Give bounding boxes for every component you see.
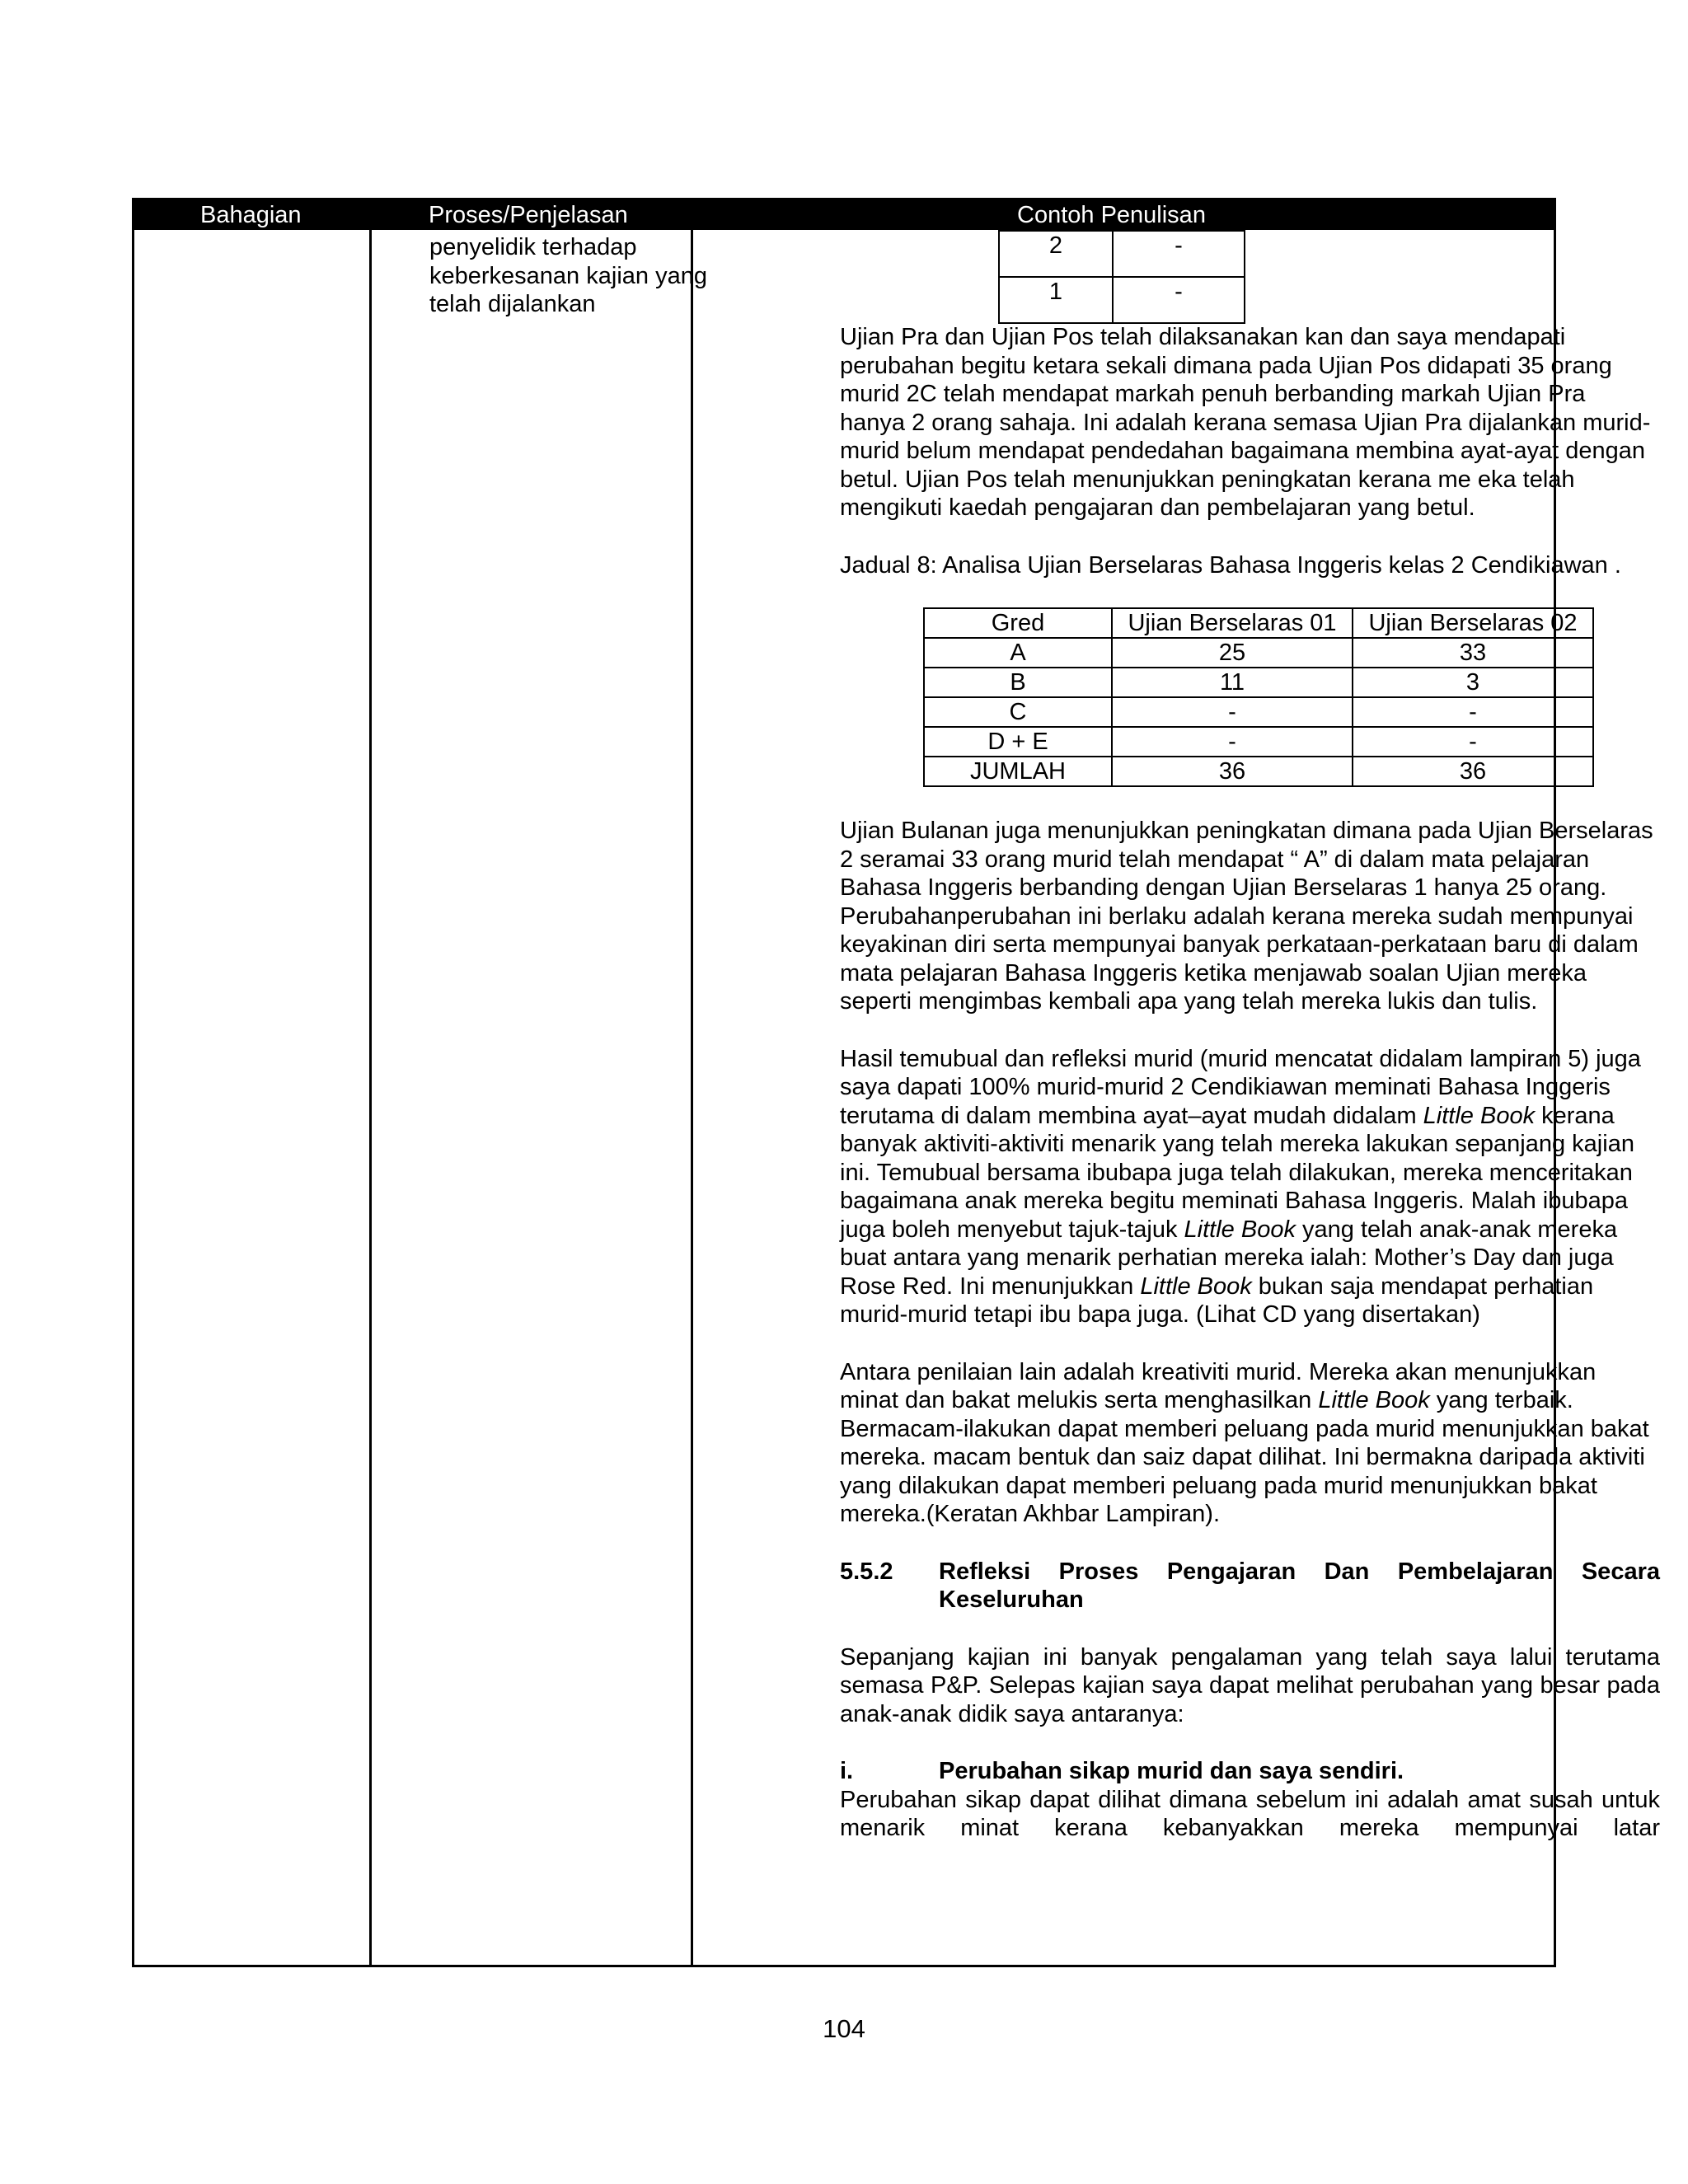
proses-text: penyelidik terhadap keberkesanan kajian yang telah dijalankan [429,234,707,317]
section-number: 5.5.2 [840,1558,893,1585]
table-cell: - [1353,697,1593,727]
paragraph: Antara penilaian lain adalah kreativiti murid. Mereka akan menunjukkan minat dan bakat melukis serta menghasilkan Little Book yang terbaik. Bermacam-ilakukan dapat memberi peluang pada murid menunjukkan bakat mereka. macam bentuk dan saiz dapat dilihat. Ini bermakna daripada aktiviti yang dilakukan dapat memberi peluang pada murid menunjukkan bakat mereka.(Keratan Akhbar Lampiran). [840,1358,1649,1527]
table-cell: D + E [924,727,1112,757]
paragraph: Ujian Bulanan juga menunjukkan peningkatan dimana pada Ujian Berselaras 2 seramai 33 orang murid telah mendapat “ A” di dalam mata pelajaran Bahasa Inggeris berbanding dengan Ujian Berselaras 1 hanya 25 orang. Perubahanperubahan ini berlaku adalah kerana mereka sudah mempunyai keyakinan diri serta mempunyai banyak perkataan-perkataan baru di dalam mata pelajaran Bahasa Inggeris ketika menjawab soalan Ujian mereka seperti mengimbas kembali apa yang telah mereka lukis dan tulis. [840,818,1653,1015]
table-cell: 33 [1353,638,1593,668]
table-cell: - [1113,277,1245,323]
header-bahagian: Bahagian [200,202,302,228]
table-cell: 11 [1112,668,1353,697]
column-divider [369,230,372,1965]
table-cell: 3 [1353,668,1593,697]
subsection-number: i. [840,1758,854,1784]
table-cell: A [924,638,1112,668]
table-header-cell: Ujian Berselaras 02 [1353,608,1593,638]
section-heading [840,1558,1670,1615]
table-row [999,277,1245,323]
paragraph: Sepanjang kajian ini banyak pengalaman yang telah saya lalui terutama semasa P&P. Selepas kajian saya dapat melihat perubahan yang besar pada anak-anak didik saya antaranya: [840,1643,1660,1727]
table-header-cell: Ujian Berselaras 01 [1112,608,1353,638]
grade-table [923,607,1594,787]
table-row [924,697,1593,727]
table-cell: 36 [1112,757,1353,786]
proses-cell [429,233,734,319]
table-row [924,668,1593,697]
table-row [924,638,1593,668]
header-contoh: Contoh Penulisan [1017,202,1206,228]
header-proses: Proses/Penjelasan [429,202,628,228]
table-row [924,727,1593,757]
table-cell: - [1113,231,1245,277]
column-divider [691,230,693,1965]
paragraph: Perubahan sikap dapat dilihat dimana sebelum ini adalah amat susah untuk menarik minat kerana kebanyakkan mereka mempunyai latar [840,1786,1660,1841]
table-cell: B [924,668,1112,697]
table-cell: 36 [1353,757,1593,786]
table-cell: JUMLAH [924,757,1112,786]
content-table [132,198,1660,1967]
table-cell: C [924,697,1112,727]
paragraph: Hasil temubual dan refleksi murid (murid mencatat didalam lampiran 5) juga saya dapati 100% murid-murid 2 Cendikiawan meminati Bahasa Inggeris terutama di dalam membina ayat–ayat mudah didalam Little Book kerana banyak aktiviti-aktiviti menarik yang telah mereka lakukan sepanjang kajian ini. Temubual bersama ibubapa juga telah dilakukan, mereka menceritakan bagaimana anak mereka begitu meminati Bahasa Inggeris. Malah ibubapa juga boleh menyebut tajuk-tajuk Little Book yang telah anak-anak mereka buat antara yang menarik perhatian mereka ialah: Mother’s Day dan juga Rose Red. Ini menunjukkan Little Book bukan saja mendapat perhatian murid-murid tetapi ibu bapa juga. (Lihat CD yang disertakan) [840,1045,1641,1328]
table-row [999,231,1245,277]
table-header-cell: Gred [924,608,1112,638]
table-cell: - [1112,697,1353,727]
table-row [924,608,1593,638]
table-cell: 25 [1112,638,1353,668]
subsection-heading [840,1757,1670,1786]
section-title: Refleksi Proses Pengajaran Dan Pembelajaran Secara Keseluruhan [939,1558,1660,1613]
page-number: 104 [823,2014,865,2043]
table-header [134,200,1554,230]
table-cell: 1 [999,277,1113,323]
paragraph: Ujian Pra dan Ujian Pos telah dilaksanakan kan dan saya mendapati perubahan begitu ketara sekali dimana pada Ujian Pos didapati 35 orang murid 2C telah mendapat markah penuh berbanding markah Ujian Pra hanya 2 orang sahaja. Ini adalah kerana semasa Ujian Pra dijalankan murid-murid belum mendapat pendedahan bagaimana membina ayat-ayat dengan betul. Ujian Pos telah menunjukkan peningkatan kerana me eka telah mengikuti kaedah pengajaran dan pembelajaran yang betul. [840,324,1651,521]
table-caption: Jadual 8: Analisa Ujian Berselaras Bahasa Inggeris kelas 2 Cendikiawan . [840,551,1621,579]
table-cell: 2 [999,231,1113,277]
table-cell: - [1112,727,1353,757]
score-table [998,230,1245,324]
subsection-title: Perubahan sikap murid dan saya sendiri. [939,1758,1404,1784]
table-row [924,757,1593,786]
table-cell: - [1353,727,1593,757]
